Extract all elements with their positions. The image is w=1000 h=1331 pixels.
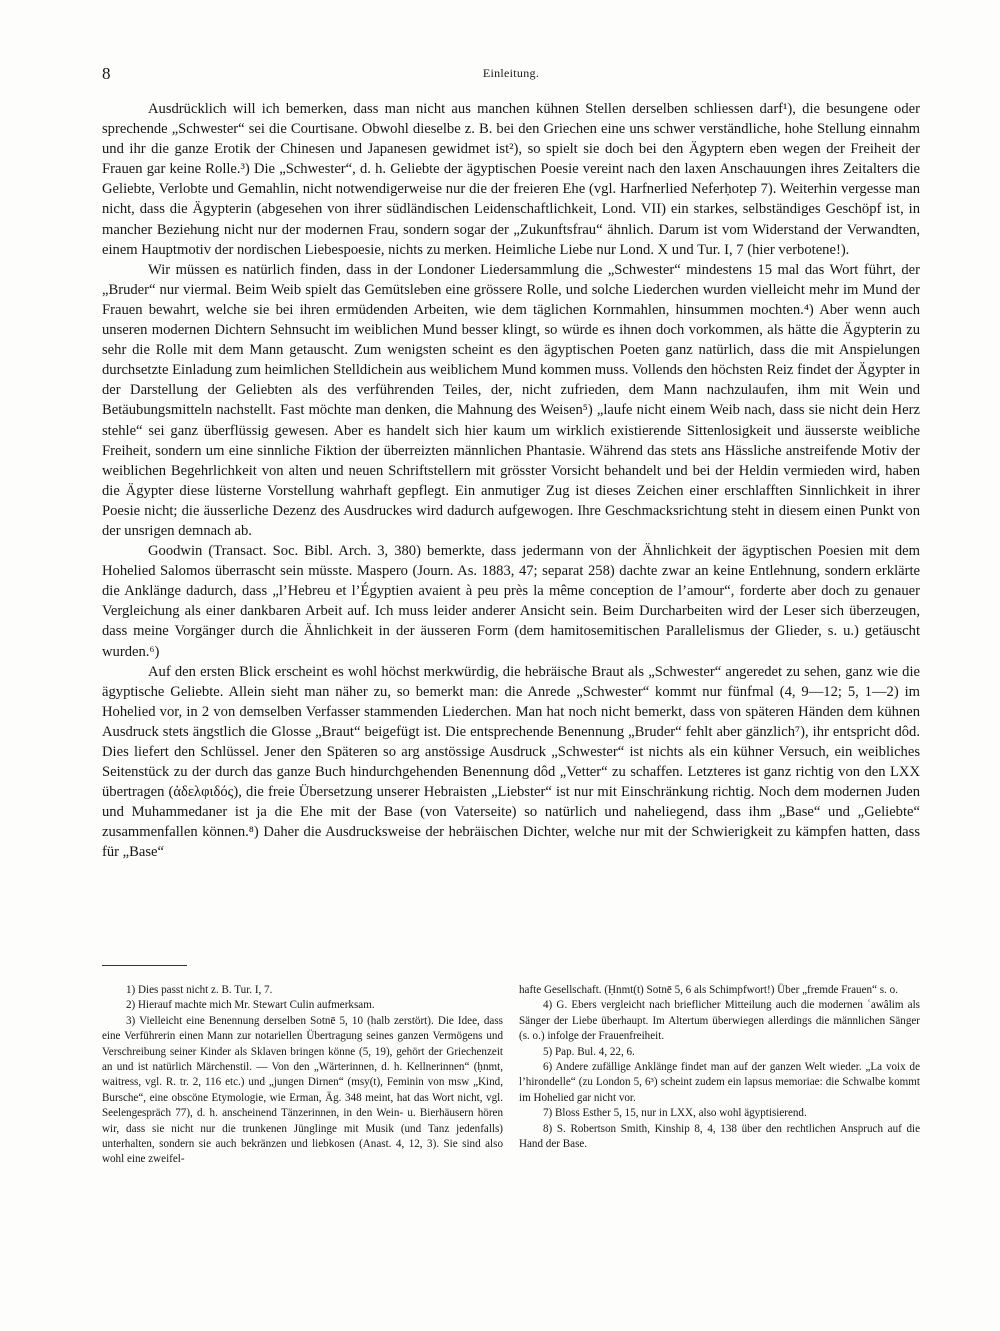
footnote: 1) Dies passt nicht z. B. Tur. I, 7. — [126, 984, 273, 996]
footnote: 8) S. Robertson Smith, Kinship 8, 4, 138 über den rechtlichen Anspruch auf die Hand der Base. — [519, 1122, 920, 1151]
footnotes — [102, 983, 920, 1168]
page-number: 8 — [102, 64, 111, 83]
footnote: 4) G. Ebers vergleicht nach brieflicher Mitteilung auch die modernen ʿawâlim als Sänger der Liebe überhaupt. Im Altertum überwiegen allerdings die männlichen Sänger (s. o.) infolge der Frauenfreiheit. — [519, 999, 920, 1043]
footnote: 2) Hierauf machte mich Mr. Stewart Culin aufmerksam. — [126, 999, 375, 1012]
page-header — [102, 64, 920, 86]
paragraph: Auf den ersten Blick erscheint es wohl höchst merkwürdig, die hebräische Braut als „Schwester“ angeredet zu sehen, ganz wie die ägyptische Geliebte. Allein sieht man näher zu, so bemerkt man: die Anrede „Schwester“ kommt nur fünfmal (4, 9—12; 5, 1—2) im Hohelied vor, in 2 von demselben Verfasser stammenden Liederchen. Man hat noch nicht bemerkt, dass von späteren Händen dem kühnen Ausdruck stets ängstlich die Glosse „Braut“ beigefügt ist. Die entsprechende Benennung „Bruder“ fehlt aber gänzlich⁷), ihr entspricht dôd. Dies liefert den Schlüssel. Jener den Späteren so arg anstössige Ausdruck „Schwester“ ist nichts als ein kühner Versuch, ein weibliches Seitenstück zu der durch das ganze Buch hindurchgehenden Benennung dôd „Vetter“ zu schaffen. Letzteres ist ganz richtig von den LXX übertragen (ἀδελφιδός), die freie Übersetzung unserer Hebraisten „Liebster“ ist nur mit Einschränkung richtig. Noch dem modernen Juden und Muhammedaner ist ja die Ehe mit der Base (von Vaterseite) so natürlich und naheliegend, dass ihm „Base“ und „Geliebte“ zusammenfallen können.⁸) Daher die Ausdrucksweise der hebräischen Dichter, welche nur mit der Schwierigkeit zu kämpfen hatten, dass für „Base“ — [102, 663, 920, 861]
footnote: 6) Andere zufällige Anklänge findet man auf der ganzen Welt wieder. „La voix de l’hirondelle“ (zu London 5, 6³) scheint zudem ein lapsus memoriae: die Schwalbe kommt im Hohelied gar nicht vor. — [519, 1061, 920, 1104]
footnote-divider — [102, 965, 187, 966]
footnote-continuation: hafte Gesellschaft. (Ḥnmt(t) Sotnē 5, 6 als Schimpfwort!) Über „fremde Frauen“ s. o. — [519, 984, 898, 996]
footnote: 5) Pap. Bul. 4, 22, 6. — [543, 1045, 635, 1058]
main-text — [102, 99, 920, 863]
footnote: 7) Bloss Esther 5, 15, nur in LXX, also wohl ägyptisierend. — [543, 1107, 807, 1120]
paragraph: Goodwin (Transact. Soc. Bibl. Arch. 3, 380) bemerkte, dass jedermann von der Ähnlichkeit der ägyptischen Poesien mit dem Hohelied Salomos überrascht sein müsste. Maspero (Journ. As. 1883, 47; separat 258) dachte zwar an keine Entlehnung, sondern erklärte die Anklänge dadurch, dass „l’Hebreu et l’Égyptien avaient à peu près la même conception de l’amour“, forderte aber doch zu genauer Vergleichung als einer dankbaren Arbeit auf. Ich muss leider anderer Ansicht sein. Beim Durcharbeiten wird der Leser sich überzeugen, dass meine Vorgänger durch die Ähnlichkeit in der äusseren Form (dem hamitosemitischen Parallelismus der Glieder, s. u.) getäuscht wurden.⁶) — [102, 543, 920, 660]
paragraph: Ausdrücklich will ich bemerken, dass man nicht aus manchen kühnen Stellen derselben schliessen darf¹), die besungene oder sprechende „Schwester“ sei die Courtisane. Obwohl dieselbe z. B. bei den Griechen eine uns schwer verständliche, hohe Stellung einnahm und ihr die ganze Erotik der Chinesen und Japanesen gewidmet ist²), so spielt sie doch bei den Ägyptern eben wegen der Freiheit der Frauen gar keine Rolle.³) Die „Schwester“, d. h. Geliebte der ägyptischen Poesie vereint nach den laxen Anschauungen ihres Zeitalters die Geliebte, Verlobte und Gemahlin, nicht notwendigerweise nur die der freieren Ehe (vgl. Harfnerlied Neferḥotep 7). Weiterhin vergesse man nicht, dass die Ägypterin (abgesehen von ihrer südländischen Leidenschaftlichkeit, Lond. VII) ein starkes, selbständiges Geschöpf ist, in mancher Beziehung nicht nur der modernen Frau, sondern sogar der „Zukunftsfrau“ ähnlich. Darum ist vom Widerstand der Verwandten, einem Hauptmotiv der nordischen Liebespoesie, nichts zu merken. Heimliche Liebe nur Lond. X und Tur. I, 7 (hier verbotene!). — [102, 101, 920, 258]
paragraph: Wir müssen es natürlich finden, dass in der Londoner Liedersammlung die „Schwester“ mindestens 15 mal das Wort führt, der „Bruder“ nur viermal. Beim Weib spielt das Gemütsleben eine grössere Rolle, und solche Liederchen wurden vielleicht mehr im Mund der Frauen bewahrt, welche sie bei ihren ermüdenden Arbeiten, wie dem täglichen Kornmahlen, hinsummen mochten.⁴) Aber wenn auch unseren modernen Dichtern Sehnsucht im weiblichen Mund besser klingt, so würde es ihnen doch vorkommen, als hätte die Ägypterin zu sehr die Rolle mit dem Mann getauscht. Zum wenigsten scheint es den ägyptischen Poeten ganz natürlich, dass die mit Anspielungen durchsetzte Einladung zum heimlichen Stelldichein aus weiblichem Mund kommen muss. Vollends den höchsten Reiz findet der Ägypter in der Darstellung der Geliebten als des verführenden Teiles, der, nicht zufrieden, dem Mann nachzulaufen, ihm mit Wein und Betäubungsmitteln nachstellt. Fast möchte man denken, die Mahnung des Weisen⁵) „laufe nicht einem Weib nach, dass sie nicht dein Herz stehle“ sei ganz überflüssig gewesen. Aber es handelt sich hier kaum um wirklich existierende Sittenlosigkeit und äusserste weibliche Freiheit, sondern um eine sinnliche Fiktion der überreizten männlichen Phantasie. Während das stets ans Hässliche anstreifende Motiv der weiblichen Begehrlichkeit von alten und neuen Schriftstellern mit grösster Vorsicht behandelt und bei der Heldin vermieden wird, haben die Ägypter diese lüsterne Vorstellung wahrhaft gepflegt. Ein anmutiger Zug ist dieses Zeichen einer erschlafften Sinnlichkeit in ihrer Poesie nicht; die äusserliche Dezenz des Ausdruckes wird dadurch aufgewogen. Ihre Geschmacksrichtung steht in diesem einen Punkt von der unsrigen demnach ab. — [102, 261, 920, 539]
running-head: Einleitung. — [482, 66, 540, 80]
footnote: 3) Vielleicht eine Benennung derselben Sotnē 5, 10 (halb zerstört). Die Idee, dass eine Verführerin einen Mann zur notariellen Übertragung seines ganzen Vermögens und Verschreibung seiner Kinder als Sklaven bringen könne (5, 19), gehört der Griechenzeit an und ist natürlich Märchenstil. — Von den „Wärterinnen, d. h. Kellnerinnen“ (ḥnmt, waitress, vgl. R. tr. 2, 116 etc.) und „jungen Dirnen“ (msy(t), Feminin von msw „Kind, Bursche“, eine obscöne Etymologie, wie Erman, Äg. 348 meint, hat das Wort nicht, vgl. Seelengespräch 77), d. h. anscheinend Tänzerinnen, in den Wein- u. Bierhäusern hören wir, dass sie nicht nur die trunkenen Jünglinge mit Musik (und Tanz jedenfalls) unterhalten, sondern sie auch bekränzen und liebkosen (Anast. 4, 12, 3). Sie sind also wohl eine zweifel- — [102, 1014, 503, 1166]
